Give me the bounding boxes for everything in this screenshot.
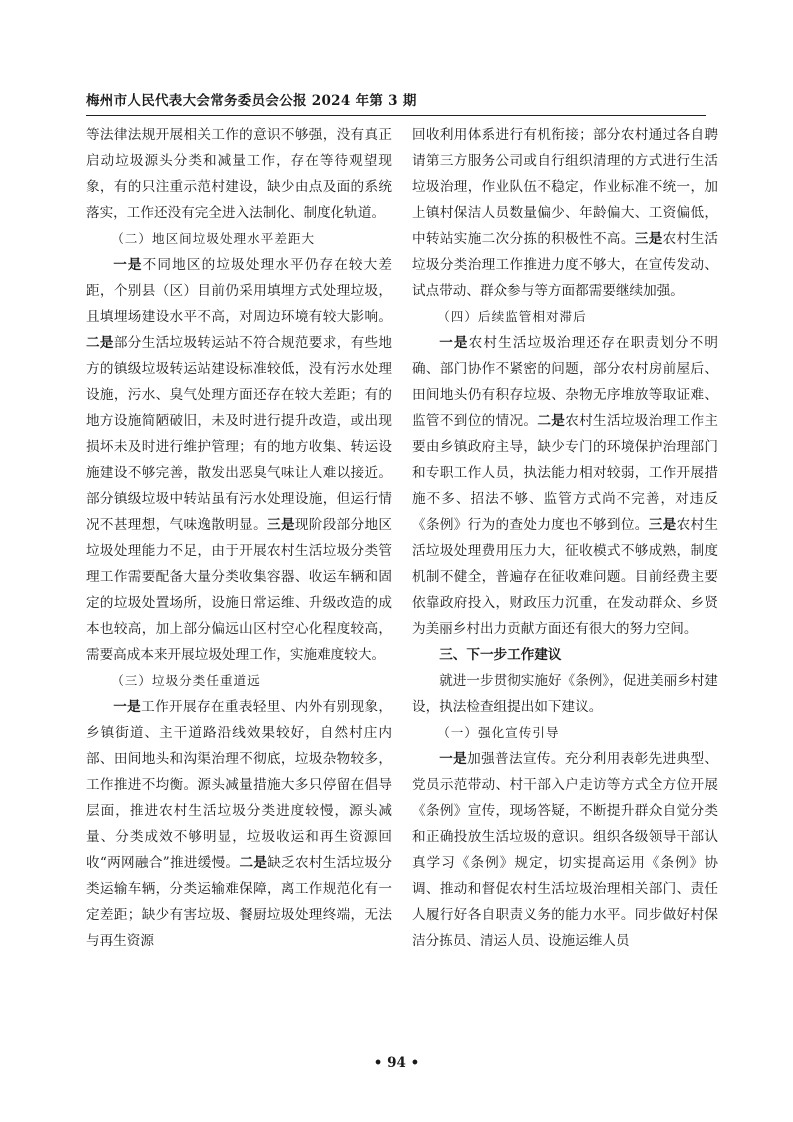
subsection-heading: （二）地区间垃圾处理水平差距大 (111, 231, 316, 246)
paragraph-text: 工作开展存在重表轻里、内外有别现象，乡镇街道、主干道路沿线效果较好，自然村庄内部、田间地头和沟渠治理不彻底，垃圾杂物较多，工作推进不均衡。源头减量措施大多只停留在倡导层面，推进农村生活垃圾分类进度较慢，源头减量、分类成效不够明显，垃圾收运和再生资源回收“两网融合”推进缓慢。 (86, 699, 393, 871)
lead-marker: 三是 (648, 517, 677, 533)
lead-marker: 二是 (86, 335, 114, 351)
lead-marker: 一是 (439, 335, 469, 351)
paragraph-text: 不同地区的垃圾处理水平仍存在较大差距，个别县（区）目前仍采用填埋方式处理垃圾，且填埋场建设水平不高，对周边环境有较大影响。 (86, 257, 392, 325)
paragraph-text: 农村生活垃圾治理工作主要由乡镇政府主导，缺少专门的环境保护治理部门和专职工作人员，执法能力相对较弱，工作开展措施不多、招法不够、监管方式尚不完善，对违反《条例》行为的查处力度也不够到位。 (412, 413, 719, 533)
paragraph-text: 加强普法宣传。充分利用表彰先进典型、党员示范带动、村干部入户走访等方式全方位开展《条例》宣传，现场答疑，不断提升群众自觉分类和正确投放生活垃圾的意识。组织各级领导干部认真学习《条例》规定，切实提高运用《条例》协调、推动和督促农村生活垃圾治理相关部门、责任人履行好各自职责义务的能力水平。同步做好村保洁分拣员、清运人员、设施运维人员 (412, 751, 719, 949)
lead-marker: 一是 (113, 699, 142, 715)
paragraph (412, 330, 718, 642)
paragraph-text: 现阶段部分地区垃圾处理能力不足，由于开展农村生活垃圾分类管理工作需要配备大量分类收集容器、收运车辆和固定的垃圾处置场所，设施日常运维、升级改造的成本也较高，加上部分偏远山区村空心化程度较高，需要高成本来开展垃圾处理工作，实施难度较大。 (86, 517, 393, 663)
paragraph-text: 农村生活垃圾分类治理工作推进力度不够大，在宣传发动、试点带动、群众参与等方面都需要继续加强。 (412, 231, 719, 299)
left-column (86, 122, 392, 954)
subsection-heading: （三）垃圾分类任重道远 (111, 673, 261, 688)
paragraph (412, 122, 718, 304)
lead-marker: 三是 (634, 231, 663, 247)
journal-header-title: 梅州市人民代表大会常务委员会公报 2024 年第 3 期 (86, 93, 417, 109)
subsection-heading: （四）后续监管相对滞后 (437, 309, 587, 324)
lead-marker: 二是 (239, 855, 268, 871)
paragraph-text: 缺乏农村生活垃圾分类运输车辆，分类运输难保障，离工作规范化有一定差距；缺少有害垃圾、餐厨垃圾处理终端，无法与再生资源 (86, 855, 393, 949)
paragraph-text: 农村生活垃圾处理费用压力大，征收模式不够成熟，制度机制不健全，普遍存在征收难问题。目前经费主要依靠政府投入，财政压力沉重，在发动群众、乡贤为美丽乡村出力贡献方面还有很大的努力空间。 (412, 517, 719, 637)
section-heading: 三、下一步工作建议 (439, 647, 562, 663)
paragraph-text: 部分生活垃圾转运站不符合规范要求，有些地方的镇级垃圾转运站建设标准较低，没有污水处理设施，污水、臭气处理方面还存在较大差距；有的地方设施简陋破旧，未及时进行提升改造，或出现损坏未及时进行维护管理；有的地方收集、转运设施建设不够完善，散发出恶臭气味让人难以接近。部分镇级垃圾中转站虽有污水处理设施，但运行情况不甚理想，气味逸散明显。 (86, 335, 393, 533)
lead-marker: 三是 (267, 517, 295, 533)
lead-marker: 二是 (537, 413, 566, 429)
paragraph (412, 746, 718, 954)
paragraph: 等法律法规开展相关工作的意识不够强，没有真正启动垃圾源头分类和减量工作，存在等待观望现象，有的只注重示范村建设，缺少由点及面的系统落实，工作还没有完全进入法制化、制度化轨道。 (86, 127, 392, 221)
lead-marker: 一是 (439, 751, 468, 767)
paragraph (86, 694, 392, 954)
paragraph: 就进一步贯彻实施好《条例》，促进美丽乡村建设，执法检查组提出如下建议。 (412, 673, 718, 715)
subsection-heading: （一）强化宣传引导 (437, 725, 560, 740)
header-divider (86, 115, 706, 116)
lead-marker: 一是 (113, 257, 143, 273)
right-column (412, 122, 718, 954)
paragraph-text: 回收利用体系进行有机衔接；部分农村通过各自聘请第三方服务公司或自行组织清理的方式进行生活垃圾治理，作业队伍不稳定，作业标准不统一，加上镇村保洁人员数量偏少、年龄偏大、工资偏低，中转站实施二次分拣的积极性不高。 (412, 127, 718, 247)
paragraph (86, 252, 392, 668)
page-number: • 94 • (373, 1055, 420, 1071)
paragraph-text: 农村生活垃圾治理还存在职责划分不明确、部门协作不紧密的问题，部分农村房前屋后、田间地头仍有积存垃圾、杂物无序堆放等取证难、监管不到位的情况。 (412, 335, 718, 429)
